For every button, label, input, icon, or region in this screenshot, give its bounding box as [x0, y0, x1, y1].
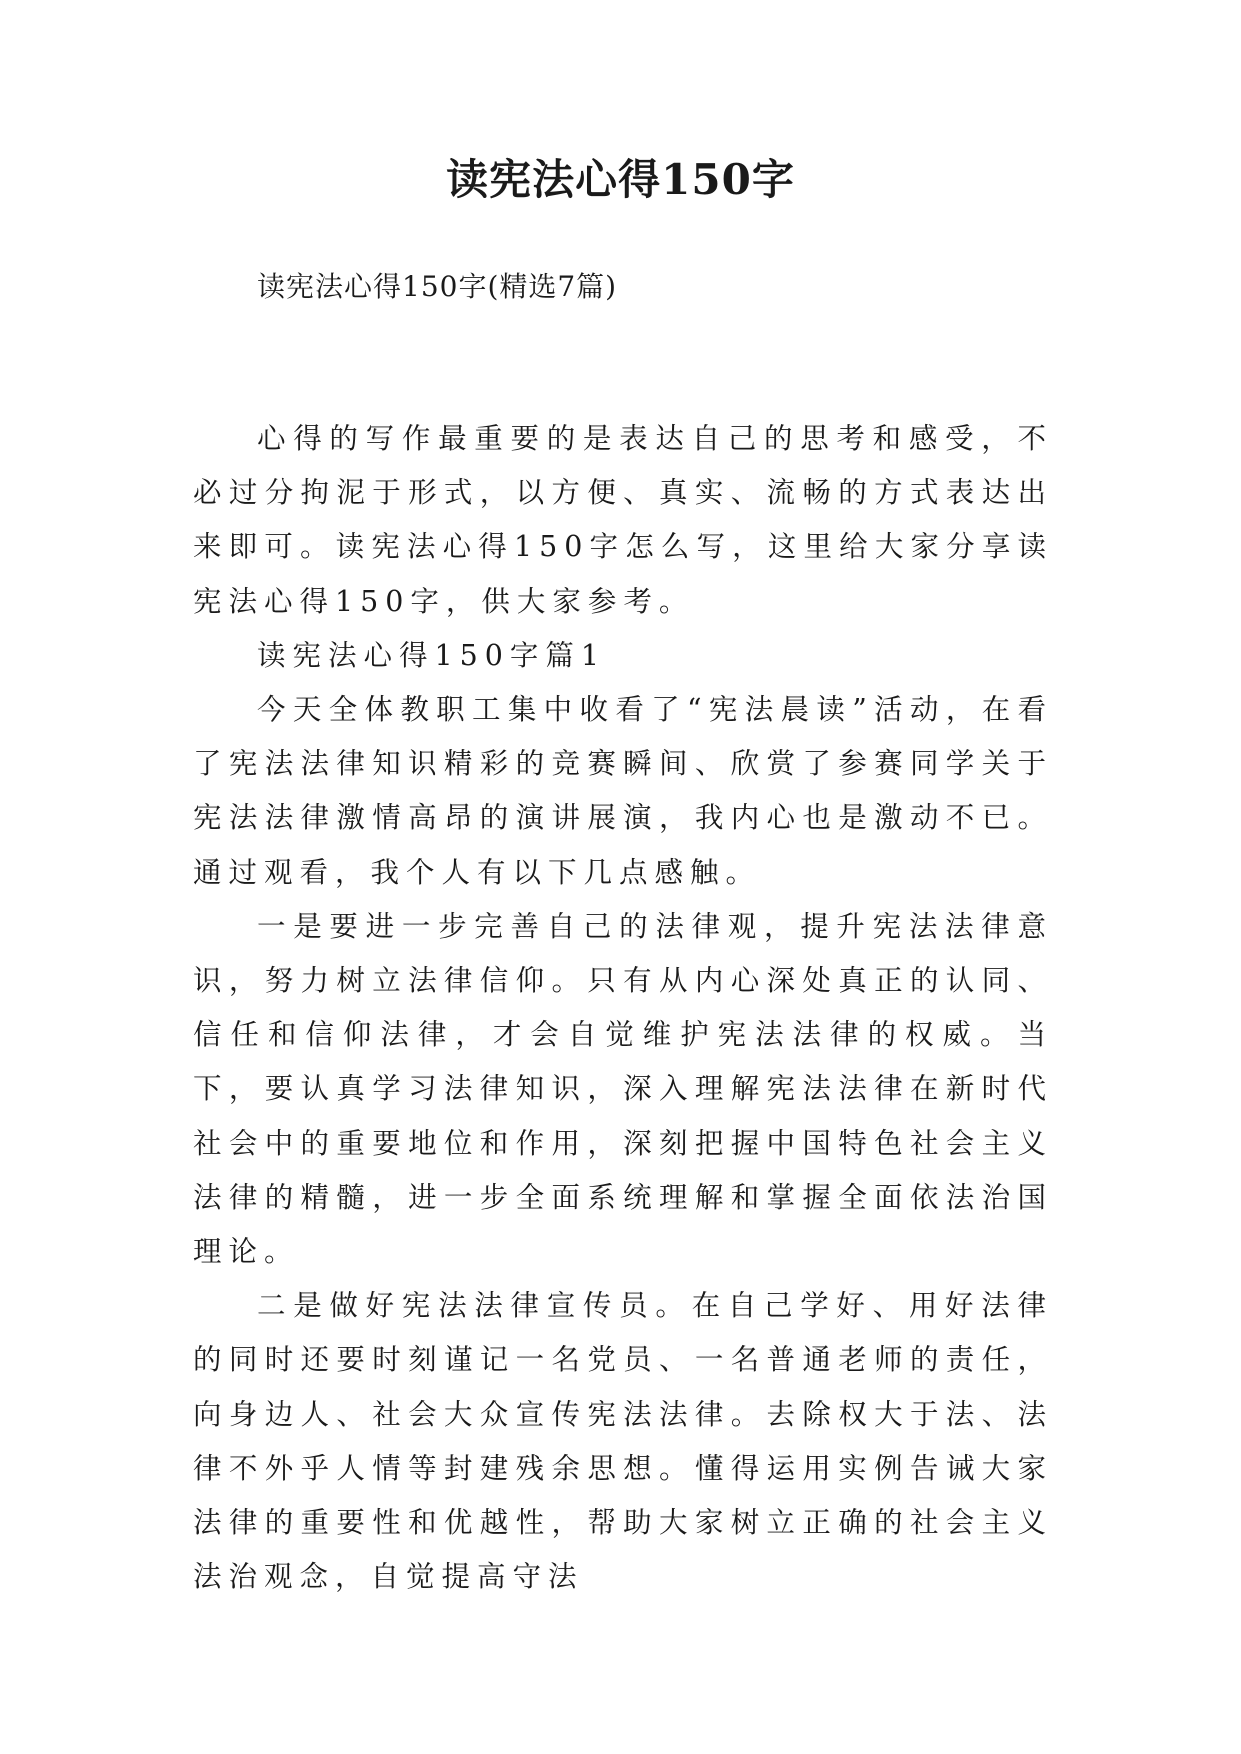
body-paragraph: 今天全体教职工集中收看了“宪法晨读”活动，在看了宪法法律知识精彩的竞赛瞬间、欣赏了参赛同学关于宪法法律激情高昂的演讲展演，我内心也是激动不已。通过观看，我个人有以下几点感触。	[193, 693, 1053, 889]
body-paragraph: 二是做好宪法法律宣传员。在自己学好、用好法律的同时还要时刻谨记一名党员、一名普通老师的责任，向身边人、社会大众宣传宪法法律。去除权大于法、法律不外乎人情等封建残余思想。懂得运用实例告诫大家法律的重要性和优越性，帮助大家树立正确的社会主义法治观念，自觉提高守法	[193, 1289, 1053, 1594]
body-paragraph: 一是要进一步完善自己的法律观，提升宪法法律意识，努力树立法律信仰。只有从内心深处真正的认同、信任和信仰法律，才会自觉维护宪法法律的权威。当下，要认真学习法律知识，深入理解宪法法律在新时代社会中的重要地位和作用，深刻把握中国特色社会主义法律的精髓，进一步全面系统理解和掌握全面依法治国理论。	[193, 909, 1053, 1269]
intro-paragraph: 心得的写作最重要的是表达自己的思考和感受，不必过分拘泥于形式，以方便、真实、流畅的方式表达出来即可。读宪法心得150字怎么写，这里给大家分享读宪法心得150字，供大家参考。	[193, 422, 1053, 618]
document-title: 读宪法心得150字	[446, 155, 795, 204]
section-heading: 读宪法心得150字篇1	[257, 638, 607, 672]
document-body	[193, 412, 1053, 1604]
document-subtitle: 读宪法心得150字(精选7篇)	[257, 270, 618, 303]
